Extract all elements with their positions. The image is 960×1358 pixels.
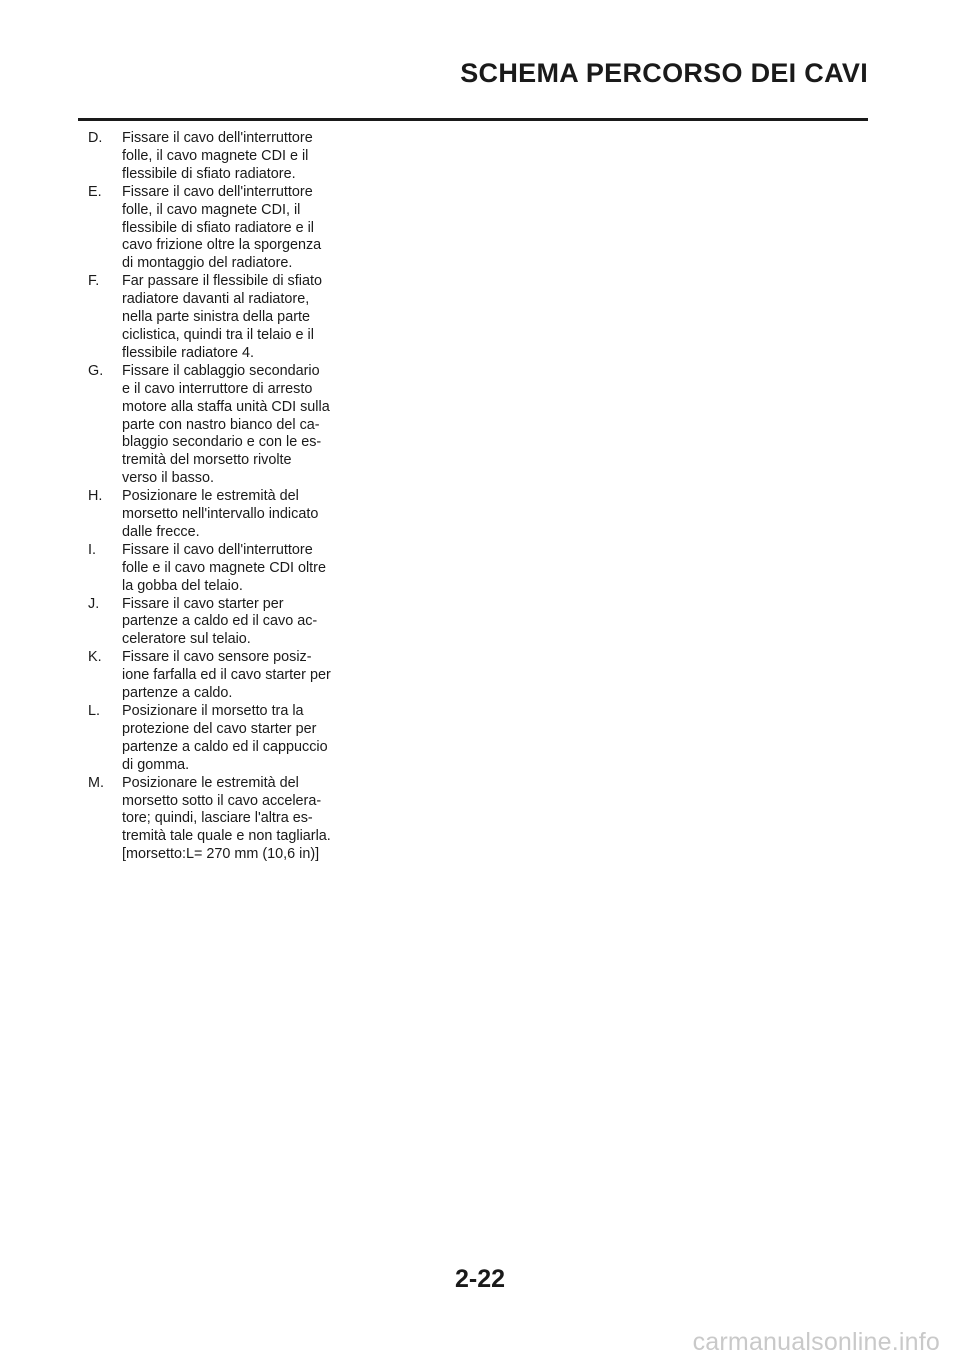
instruction-text-line: flessibile radiatore 4. xyxy=(122,344,254,361)
instruction-text-line: parte con nastro bianco del ca- xyxy=(122,416,320,433)
instruction-text-line: folle, il cavo magnete CDI, il xyxy=(122,201,301,218)
instruction-letter: D. xyxy=(88,130,103,146)
page-number: 2-22 xyxy=(454,1265,506,1293)
instruction-text-line: Fissare il cavo sensore posiz- xyxy=(122,649,312,666)
instruction-text-line: ciclistica, quindi tra il telaio e il xyxy=(122,326,314,343)
instruction-text-line: protezione del cavo starter per xyxy=(122,720,317,737)
instruction-text-line: dalle frecce. xyxy=(122,523,200,540)
instruction-text-line: tore; quindi, lasciare l'altra es- xyxy=(122,810,313,827)
instruction-item xyxy=(88,184,338,274)
instruction-text-line: Posizionare le estremità del xyxy=(122,488,299,505)
instruction-text-line: Fissare il cablaggio secondario xyxy=(122,362,320,379)
instruction-item xyxy=(88,273,338,363)
instruction-letter: H. xyxy=(88,488,103,505)
instruction-text-line: morsetto sotto il cavo accelera- xyxy=(122,792,322,809)
instruction-text-line: folle, il cavo magnete CDI e il xyxy=(122,147,309,164)
instruction-item xyxy=(88,649,338,703)
instruction-item xyxy=(88,596,338,650)
instruction-text-line: Fissare il cavo starter per xyxy=(122,595,284,612)
instruction-text-line: partenze a caldo ed il cavo ac- xyxy=(122,613,318,630)
instruction-text-line: flessibile di sfiato radiatore e il xyxy=(122,219,314,236)
instruction-text-line: morsetto nell'intervallo indicato xyxy=(122,506,319,523)
instruction-text-line: Fissare il cavo dell'interruttore xyxy=(122,130,313,146)
instruction-text-line: radiatore davanti al radiatore, xyxy=(122,291,310,308)
instruction-text-line: partenze a caldo. xyxy=(122,685,233,702)
instruction-item xyxy=(88,542,338,596)
instruction-text-line: tremità tale quale e non tagliarla. xyxy=(122,828,331,845)
instruction-letter: K. xyxy=(88,649,102,666)
instruction-text-line: blaggio secondario e con le es- xyxy=(122,434,322,451)
instruction-text-line: celeratore sul telaio. xyxy=(122,631,251,648)
instruction-item xyxy=(88,130,338,184)
instruction-item xyxy=(88,703,338,775)
instruction-text-line: folle e il cavo magnete CDI oltre xyxy=(122,559,326,576)
instruction-text-line: Fissare il cavo dell'interruttore xyxy=(122,541,313,558)
instruction-text-line: [morsetto:L= 270 mm (10,6 in)] xyxy=(122,846,320,863)
instruction-text-line: ione farfalla ed il cavo starter per xyxy=(122,667,331,684)
instruction-text-line: Posizionare il morsetto tra la xyxy=(122,703,304,719)
instruction-text-line: Posizionare le estremità del xyxy=(122,774,299,791)
instruction-text-line: Far passare il flessibile di sfiato xyxy=(122,273,322,290)
instruction-text-line: Fissare il cavo dell'interruttore xyxy=(122,183,313,200)
instruction-text-line: nella parte sinistra della parte xyxy=(122,309,310,326)
instruction-text-line: di gomma. xyxy=(122,756,190,773)
instruction-letter: L. xyxy=(88,703,101,719)
instruction-text-line: motore alla staffa unità CDI sulla xyxy=(122,398,330,415)
instruction-letter: M. xyxy=(88,774,104,791)
instruction-text-line: partenze a caldo ed il cappuccio xyxy=(122,738,328,755)
instruction-list xyxy=(88,130,338,864)
instruction-item xyxy=(88,363,338,488)
instruction-text-line: di montaggio del radiatore. xyxy=(122,255,293,272)
instruction-text-line: cavo frizione oltre la sporgenza xyxy=(122,237,322,254)
instruction-item xyxy=(88,775,338,865)
header-divider xyxy=(78,118,868,121)
instruction-letter: J. xyxy=(88,595,100,612)
instruction-text-line: e il cavo interruttore di arresto xyxy=(122,380,313,397)
instruction-text-line: verso il basso. xyxy=(122,470,214,487)
instruction-text-line: flessibile di sfiato radiatore. xyxy=(122,165,296,182)
watermark: carmanualsonline.info xyxy=(692,1328,940,1356)
instruction-item xyxy=(88,488,338,542)
instruction-letter: E. xyxy=(88,183,102,200)
instruction-letter: G. xyxy=(88,362,104,379)
instruction-letter: F. xyxy=(88,273,100,290)
instruction-text-line: la gobba del telaio. xyxy=(122,577,243,594)
page-title: SCHEMA PERCORSO DEI CAVI xyxy=(460,58,868,88)
instruction-text-line: tremità del morsetto rivolte xyxy=(122,452,292,469)
instruction-letter: I. xyxy=(88,541,96,558)
